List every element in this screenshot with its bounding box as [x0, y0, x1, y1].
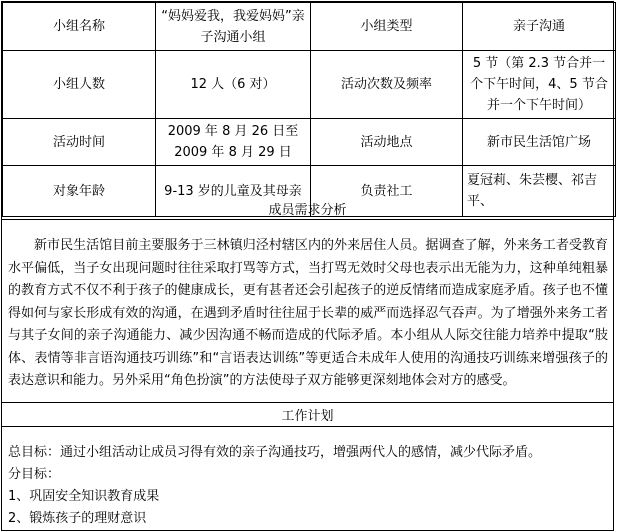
table-row — [3, 119, 616, 166]
divider — [2, 426, 613, 427]
label-group-type: 小组类型 — [311, 3, 463, 51]
label-activity-location: 活动地点 — [311, 119, 463, 166]
document-page — [1, 1, 614, 531]
divider — [2, 219, 613, 220]
value-group-size: 12 人（6 对） — [156, 51, 311, 119]
value-group-type: 亲子沟通 — [463, 3, 616, 51]
label-target-age: 对象年龄 — [3, 166, 156, 217]
value-activity-location: 新市民生活馆广场 — [463, 119, 616, 166]
label-group-size: 小组人数 — [3, 51, 156, 119]
value-social-worker: 夏冠莉、朱芸樱、祁吉平、 — [463, 166, 616, 217]
table-row — [3, 3, 616, 51]
sub-goal-item: 1、巩固安全知识教育成果 — [8, 489, 160, 504]
value-activity-time: 2009 年 8 月 26 日至 2009 年 8 月 29 日 — [156, 119, 311, 166]
sub-goal-item: 2、锻炼孩子的理财意识 — [8, 511, 147, 526]
value-group-name: “妈妈爱我，我爱妈妈”亲子沟通小组 — [156, 3, 311, 51]
group-info-table — [2, 2, 616, 217]
divider — [2, 402, 613, 403]
label-activity-time: 活动时间 — [3, 119, 156, 166]
value-target-age: 9-13 岁的儿童及其母亲 — [156, 166, 311, 217]
plan-body — [8, 442, 608, 530]
label-frequency: 活动次数及频率 — [311, 51, 463, 119]
plan-section-title: 工作计划 — [281, 409, 334, 424]
label-social-worker: 负责社工 — [311, 166, 463, 217]
needs-section-title: 成员需求分析 — [268, 203, 347, 218]
overall-goal: 总目标：通过小组活动让成员习得有效的亲子沟通技巧，增强两代人的感情，减少代际矛盾。 — [8, 445, 542, 460]
value-frequency: 5 节（第 2.3 节合并一个下午时间，4、5 节合并一个下午时间） — [463, 51, 616, 119]
sub-goal-label: 分目标： — [8, 467, 61, 482]
needs-paragraph: 新市民生活馆目前主要服务于三林镇归泾村辖区内的外来居住人员。据调查了解，外来务工者受教育水平偏低，当子女出现问题时往往采取打骂等方式，当打骂无效时父母也表示出无能为力，这种单纯粗暴的教育方式不仅不利于孩子的健康成长，更有甚者还会引起孩子的逆反情绪而造成家庭矛盾。孩子也不懂得如何与家长形成有效的沟通，在遇到矛盾时往往屈于长辈的威严而选择忍气吞声。为了增强外来务工者与其子女间的亲子沟通能力、减少因沟通不畅而造成的代际矛盾。本小组从人际交往能力培养中提取“肢体、表情等非言语沟通技巧训练”和“言语表达训练”等更适合未成年人使用的沟通技巧训练来增强孩子的表达意识和能力。另外采用“角色扮演”的方法使母子双方能够更深刻地体会对方的感受。 — [8, 238, 608, 388]
table-row — [3, 51, 616, 119]
label-group-name: 小组名称 — [3, 3, 156, 51]
